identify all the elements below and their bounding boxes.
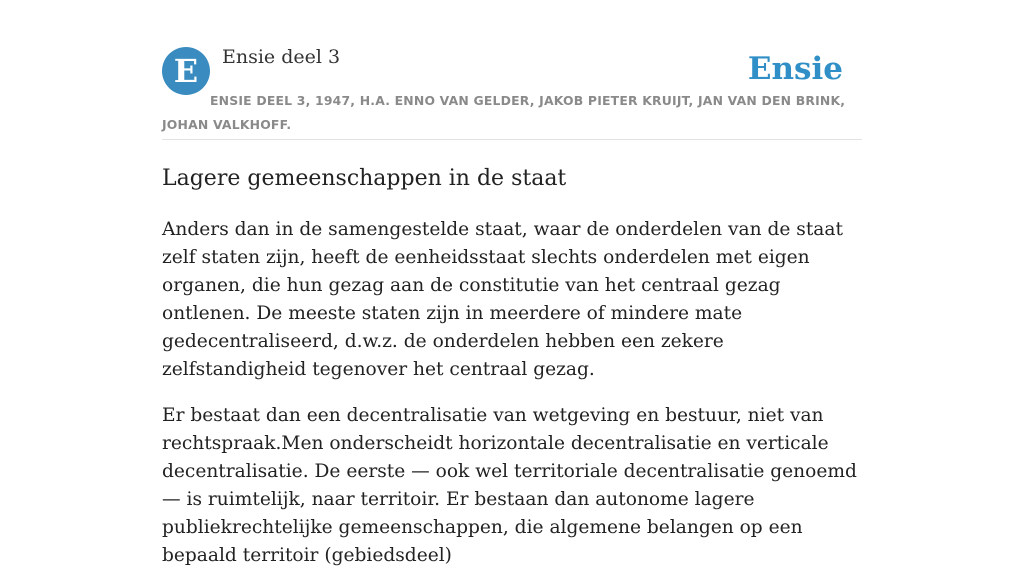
page (162, 0, 862, 570)
book-title[interactable]: Ensie deel 3 (222, 46, 341, 68)
ensie-logo-icon[interactable]: E (162, 47, 210, 95)
article-paragraph: Anders dan in de samengestelde staat, waar de onderdelen van de staat zelf staten zijn, heeft de eenheidsstaat slechts onderdelen met eigen organen, die hun gezag aan de constitutie van het centraal gezag ontlenen. De meeste staten zijn in meerdere of mindere mate gedecentraliseerd, d.w.z. de onderdelen hebben een zekere zelfstandigheid tegenover het centraal gezag. (162, 219, 843, 380)
article-paragraph: Er bestaat dan een decentralisatie van wetgeving en bestuur, niet van rechtspraak.Men onderscheidt horizontale decentralisatie en verticale decentralisatie. De eerste — ook wel territoriale decentralisatie genoemd — is ruimtelijk, naar territoir. Er bestaan dan autonome lagere publiekrechtelijke gemeenschappen, die algemene belangen op een bepaald territoir (gebiedsdeel) (162, 405, 857, 566)
book-meta: ENSIE DEEL 3, 1947, H.A. ENNO VAN GELDER, JAKOB PIETER KRUIJT, JAN VAN DEN BRINK, JOHAN VALKHOFF. (162, 93, 846, 132)
brand-logo[interactable]: Ensie (747, 51, 843, 87)
header (162, 0, 862, 140)
article-title: Lagere gemeenschappen in de staat (162, 166, 567, 191)
